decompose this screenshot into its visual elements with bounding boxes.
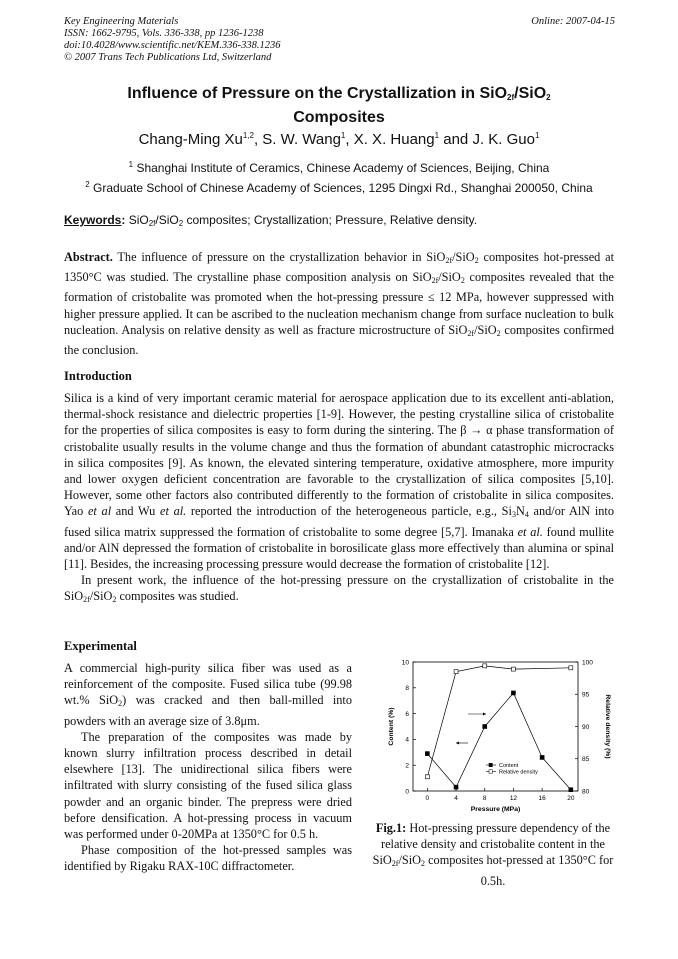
author: X. X. Huang [353,131,435,148]
author-affil-mark: 1 [534,131,540,140]
affil-text: Graduate School of Chinese Academy of Sciences, 1295 Dingxi Rd., Shanghai 200050, China [89,181,593,195]
subscript: 2f [148,219,156,228]
y2-axis-label: Relative density (%) [604,694,611,759]
y-axis-label: Content (%) [388,707,395,746]
author-separator: , [253,131,263,148]
x-tick-label: 4 [454,795,458,802]
author-affil-mark: 1 [434,131,440,140]
subscript: 2 [460,276,465,286]
series-point-2 [511,667,515,671]
y-tick-label: 0 [405,788,409,796]
intro-paragraph-2 [64,572,614,608]
subscript: 2 [474,256,479,265]
affil-number: 1 [128,160,134,169]
y2-tick-label: 85 [582,756,590,764]
doi-line: doi:10.4028/www.scientific.net/KEM.336-338.1236 [64,40,281,51]
series-point-2 [425,775,429,779]
affiliation-1 [40,160,638,175]
series-point-1 [454,785,458,789]
author-affil-mark: 1 [340,131,346,140]
series-point-1 [569,788,573,792]
abstract-text: composites confirmed the conclusion. [64,322,614,358]
subscript: 4 [524,510,529,520]
title-text: Influence of Pressure on the Crystallization in SiO [127,85,508,102]
intro-italic: et al. [517,524,543,539]
series-line-2 [427,666,570,777]
journal-name: Key Engineering Materials [64,16,179,27]
keywords-text: /SiO [155,213,179,227]
affil-text: Shanghai Institute of Ceramics, Chinese Academy of Sciences, Beijing, China [133,161,550,175]
exp-paragraph-3: Phase composition of the hot-pressed samples was identified by Rigaku RAX-10C diffractometer. [64,843,352,874]
figure-1-caption [370,820,616,889]
intro-text: composites was studied. [116,589,239,604]
subscript: 3 [511,510,516,520]
paper-title [40,84,638,128]
intro-italic: et al [87,504,112,519]
subscript: 2 [178,219,184,228]
subscript: 2f [431,276,439,286]
x-axis-label: Pressure (MPa) [470,806,521,813]
author-separator: and [439,131,473,148]
intro-text: and Wu [111,504,161,519]
online-date: Online: 2007-04-15 [531,16,615,27]
subscript: 2f [391,859,399,869]
series-point-2 [454,670,458,674]
y2-tick-label: 90 [582,723,590,731]
author: S. W. Wang [262,131,341,148]
intro-text: Silica is a kind of very important ceramic material for aerospace application due to its excellent anti-ablation, thermal-shock resistance and dielectric properties [1-9]. However, the pesting crystalline silica of cristobalite for the properties of silica composites is easy to form during the sintering. The β → α phase transformation of cristobalite usually results in the volume change and thus the formation of abundant catastrophic microcracks in silica composites [9]. As known, the elevated sintering temperature, oxidative atmosphere, more impurity and lower oxygen deficient concentration are favorable to the crystallization of silica composites [5,10]. However, some other factors also contributed differently to the formation of cristobalite in silica composites. Yao [64,391,614,519]
y-tick-label: 6 [405,710,409,718]
subscript: 2f [83,595,90,605]
caption-text: composites hot-pressed at 1350°C for 0.5h. [425,853,614,888]
series-point-2 [569,666,573,670]
introduction-heading: Introduction [64,369,132,383]
title-subscript: 2f [507,93,515,102]
subscript: 2 [496,328,501,338]
abstract-label: Abstract. [64,250,113,264]
density-axis-arrowhead [456,742,459,745]
title-text: /SiO [514,85,547,102]
legend-label: Relative density [499,769,538,776]
figure-1-chart [370,652,620,817]
intro-text: and/or AlN into fused silica matrix suppressed the formation of cristobalite to some degree [5,7]. Imanaka [64,504,614,539]
keywords-line [64,213,477,228]
series-point-1 [425,752,429,756]
x-tick-label: 20 [567,795,575,802]
affil-number: 2 [85,180,90,189]
y-tick-label: 2 [405,762,409,770]
x-tick-label: 0 [425,795,430,802]
exp-paragraph-1 [64,660,352,729]
abstract-text: composites revealed that the formation of cristobalite was promoted when the hot-pressing pressure ≤ 12 MPa, however suppressed with higher pressure applied. It can be ascribed to the nucleation mechanism change from surface nucleation to bulk nucleation. Analysis on relative density as well as fracture microstructure of SiO [64,270,614,337]
title-line-2: Composites [293,109,385,126]
y-tick-label: 10 [401,659,409,667]
y-tick-label: 8 [405,685,409,693]
legend-marker [489,770,492,773]
abstract [64,249,614,358]
intro-text: N [515,504,525,519]
exp-paragraph-2: The preparation of the composites was made by known slurry infiltration process described in detail elsewhere [13]. The unidirectional silica fibers were infiltrated with slurry consisting of the fused silica glass powder and an organic binder. The prepress were dried before densification. A hot-pressing process in vacuum was performed under 0-20MPa at 1350°C for 0.5 h. [64,729,352,842]
abstract-text: The influence of pressure on the crystallization behavior in SiO [112,250,446,264]
title-subscript: 2 [546,93,551,102]
keywords-text: SiO [125,213,149,227]
exp-text: ) was cracked and then ball-milled into powders with an average size of 3.8μm. [64,693,352,728]
intro-text: In present work, the influence of the hot-pressing pressure on the crystallization of cristobalite in the SiO [64,573,614,604]
legend-marker [489,763,492,766]
abstract-text: /SiO [452,250,475,264]
x-tick-label: 16 [538,795,546,802]
subscript: 2 [118,699,123,709]
y-tick-label: 4 [405,736,409,744]
series-point-1 [511,691,515,695]
series-point-1 [540,755,544,759]
x-tick-label: 12 [509,795,518,802]
intro-text: /SiO [89,589,113,604]
introduction-body [64,390,614,609]
author: Chang-Ming Xu [138,131,243,148]
y2-tick-label: 80 [582,788,590,796]
x-tick-label: 8 [482,795,487,802]
legend-label: Content [499,763,519,769]
subscript: 2f [445,256,453,265]
intro-paragraph-1 [64,390,614,572]
series-point-2 [483,664,487,668]
figure-label: Fig.1: [375,821,407,835]
y2-tick-label: 100 [582,659,593,667]
caption-text: /SiO [398,853,422,868]
series-point-1 [483,725,487,729]
abstract-text: composites hot-pressed at 1350°C was studied. The crystalline phase composition analysis on SiO [64,250,614,285]
issn-line: ISSN: 1662-9795, Vols. 336-338, pp 1236-1238 [64,28,264,39]
experimental-body [64,660,352,875]
intro-text: found mullite and/or AlN depressed the formation of cristobalite in borosilicate glass more effectively than alumina or spinal [11]. Besides, the increasing processing pressure would decrease the formation of cristobalite [12]. [64,524,614,572]
keywords-label: Keywords [64,213,122,227]
author-separator: , [345,131,354,148]
caption-text: Hot-pressing pressure dependency of the relative density and cristobalite content in the SiO [372,821,611,868]
author-affil-mark: 1,2 [242,131,254,140]
affiliation-2 [40,180,638,195]
author-list [40,131,638,148]
y2-tick-label: 95 [582,691,590,699]
journal-header [64,16,281,64]
keywords-colon: : [121,213,126,227]
subscript: 2 [112,595,117,605]
experimental-heading: Experimental [64,639,137,653]
subscript: 2 [421,859,426,869]
abstract-text: /SiO [438,270,461,285]
abstract-text: /SiO [474,322,497,337]
content-axis-arrowhead [483,713,486,716]
intro-italic: et al. [160,504,187,519]
exp-text: A commercial high-purity silica fiber was used as a reinforcement of the composite. Fused silica tube (99.98 wt.% SiO [64,661,352,708]
keywords-text: composites; Crystallization; Pressure, Relative density. [183,213,478,227]
subscript: 2f [467,328,475,338]
author: J. K. Guo [472,131,535,148]
intro-text: reported the introduction of the heterogeneous particle, e.g., Si [186,504,512,519]
copyright-line: © 2007 Trans Tech Publications Ltd, Switzerland [64,52,272,63]
